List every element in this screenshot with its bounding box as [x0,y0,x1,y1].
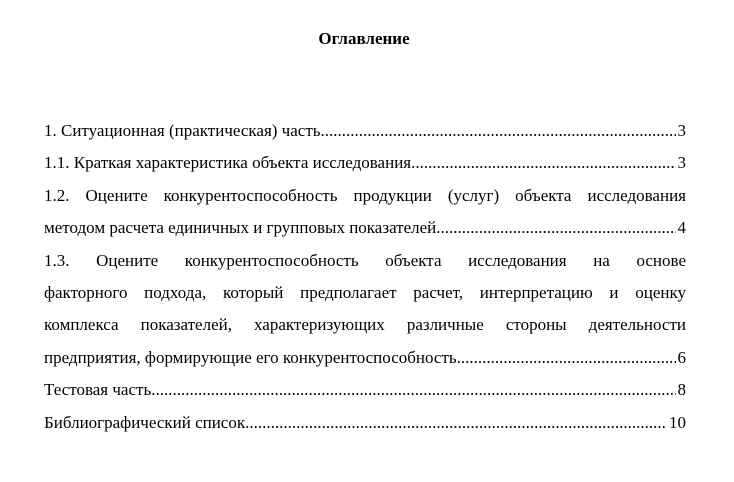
toc-leader-dots [457,342,676,374]
toc-entry-text: 1. Ситуационная (практическая) часть [44,121,321,140]
toc-entry-text: Библиографический список [44,412,246,432]
toc-entry-text: методом расчета единичных и групповых показателей [44,218,437,238]
toc-page-number: 3 [677,153,686,173]
toc-entry-1-2[interactable] [44,180,686,245]
toc-entry-bibliography[interactable] [44,407,686,439]
toc-leader-dots [245,407,667,439]
toc-entry-1-3[interactable] [44,245,686,375]
toc-entry-text-line: 1.2. Оцените конкурентоспособность продукции (услуг) объекта исследования [44,185,686,205]
toc-entry-1-1[interactable] [44,147,686,179]
toc-entry-text: Тестовая часть [44,380,152,400]
toc-entry-text: 1.1. Краткая характеристика объекта исследования [44,153,412,173]
toc-entry-line [44,147,686,179]
toc-heading: Оглавление [318,29,410,48]
toc-leader-dots [436,212,675,244]
toc-entry-line [44,374,686,406]
toc-leader-dots [321,115,676,147]
toc-page-number: 4 [677,218,686,238]
toc-leader-dots [411,147,675,179]
toc-leader-dots [151,374,675,406]
toc-entry-text-line: факторного подхода, который предполагает расчет, интерпретацию и оценку [44,283,686,303]
toc-entry-line [44,115,686,147]
toc-entry-test-part[interactable] [44,374,686,406]
toc-entry-line [44,342,686,374]
toc-entry-line [44,407,686,439]
toc-entry-1[interactable] [44,115,686,147]
toc-entry-text-line: комплекса показателей, характеризующих различные стороны деятельности [44,315,686,335]
toc-entry-line [44,212,686,244]
toc-page-number: 3 [677,121,686,140]
toc-page-number: 8 [677,380,686,400]
toc-page-number: 10 [669,412,686,432]
table-of-contents [44,115,686,439]
toc-entry-text: предприятия, формирующие его конкурентоспособность [44,347,457,367]
toc-entry-text-line: 1.3. Оцените конкурентоспособность объекта исследования на основе [44,250,686,270]
toc-page-number: 6 [677,347,686,367]
